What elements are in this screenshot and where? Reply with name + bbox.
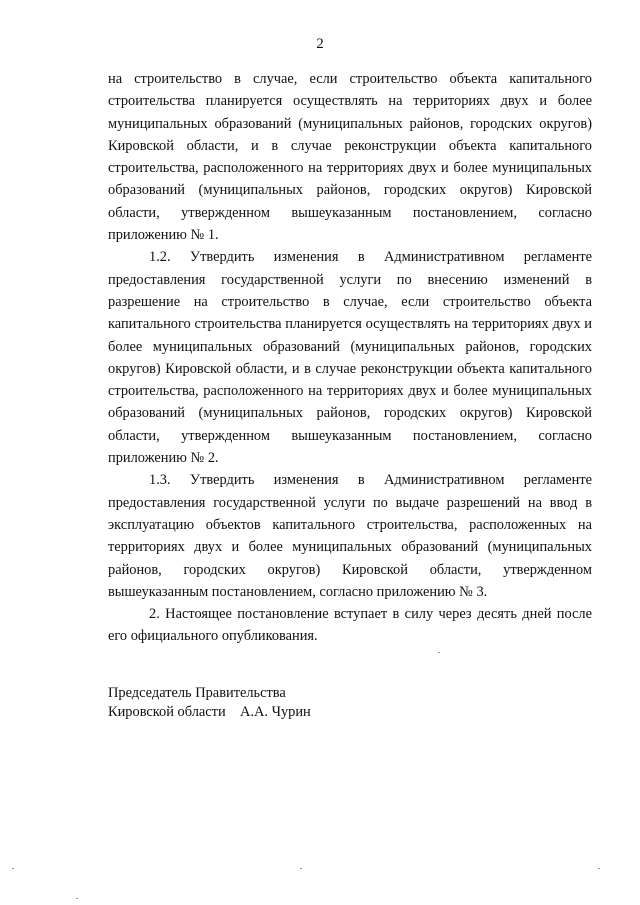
signature-position: Председатель Правительства: [108, 685, 286, 701]
signature-block: [108, 684, 311, 722]
page-number: 2: [316, 36, 324, 52]
scan-speck: [300, 868, 302, 869]
paragraph-continuation: на строительство в случае, если строительство объекта капитального строительства планируется осуществлять на территориях двух и более муниципальных образований (муниципальных районов, городских округов) Кировской области, и в случае реконструкции объекта капитального строительства, расположенного на территориях двух и более муниципальных образований (муниципальных районов, городских округов) Кировской области, утвержденном вышеуказанным постановлением, согласно приложению № 1.: [108, 71, 592, 244]
paragraph-item-1-2: 1.2. Утвердить изменения в Административном регламенте предоставления государственной услуги по внесению изменений в разрешение на строительство в случае, если строительство объекта капитального строительства планируется осуществлять на территориях двух и более муниципальных образований (муниципальных районов, городских округов) Кировской области, и в случае реконструкции объекта капитального строительства, расположенного на территориях двух и более муниципальных образований (муниципальных районов, городских округов) Кировской области, утвержденном вышеуказанным постановлением, согласно приложению № 2.: [108, 249, 592, 467]
paragraph-item-1-3: 1.3. Утвердить изменения в Административном регламенте предоставления государственной услуги по выдаче разрешений на ввод в эксплуатацию объектов капитального строительства, расположенных на территориях двух и более муниципальных образований (муниципальных районов, городских округов) Кировской области, утвержденном вышеуказанным постановлением, согласно приложению № 3.: [108, 472, 592, 600]
document-body: [108, 68, 592, 648]
scan-speck: [12, 868, 14, 869]
signature-name: Кировской области А.А. Чурин: [108, 704, 311, 720]
scan-speck: [438, 652, 440, 653]
scan-speck: [598, 868, 600, 869]
scan-speck: [76, 898, 78, 899]
paragraph-item-2: 2. Настоящее постановление вступает в силу через десять дней после его официального опубликования.: [108, 606, 592, 645]
